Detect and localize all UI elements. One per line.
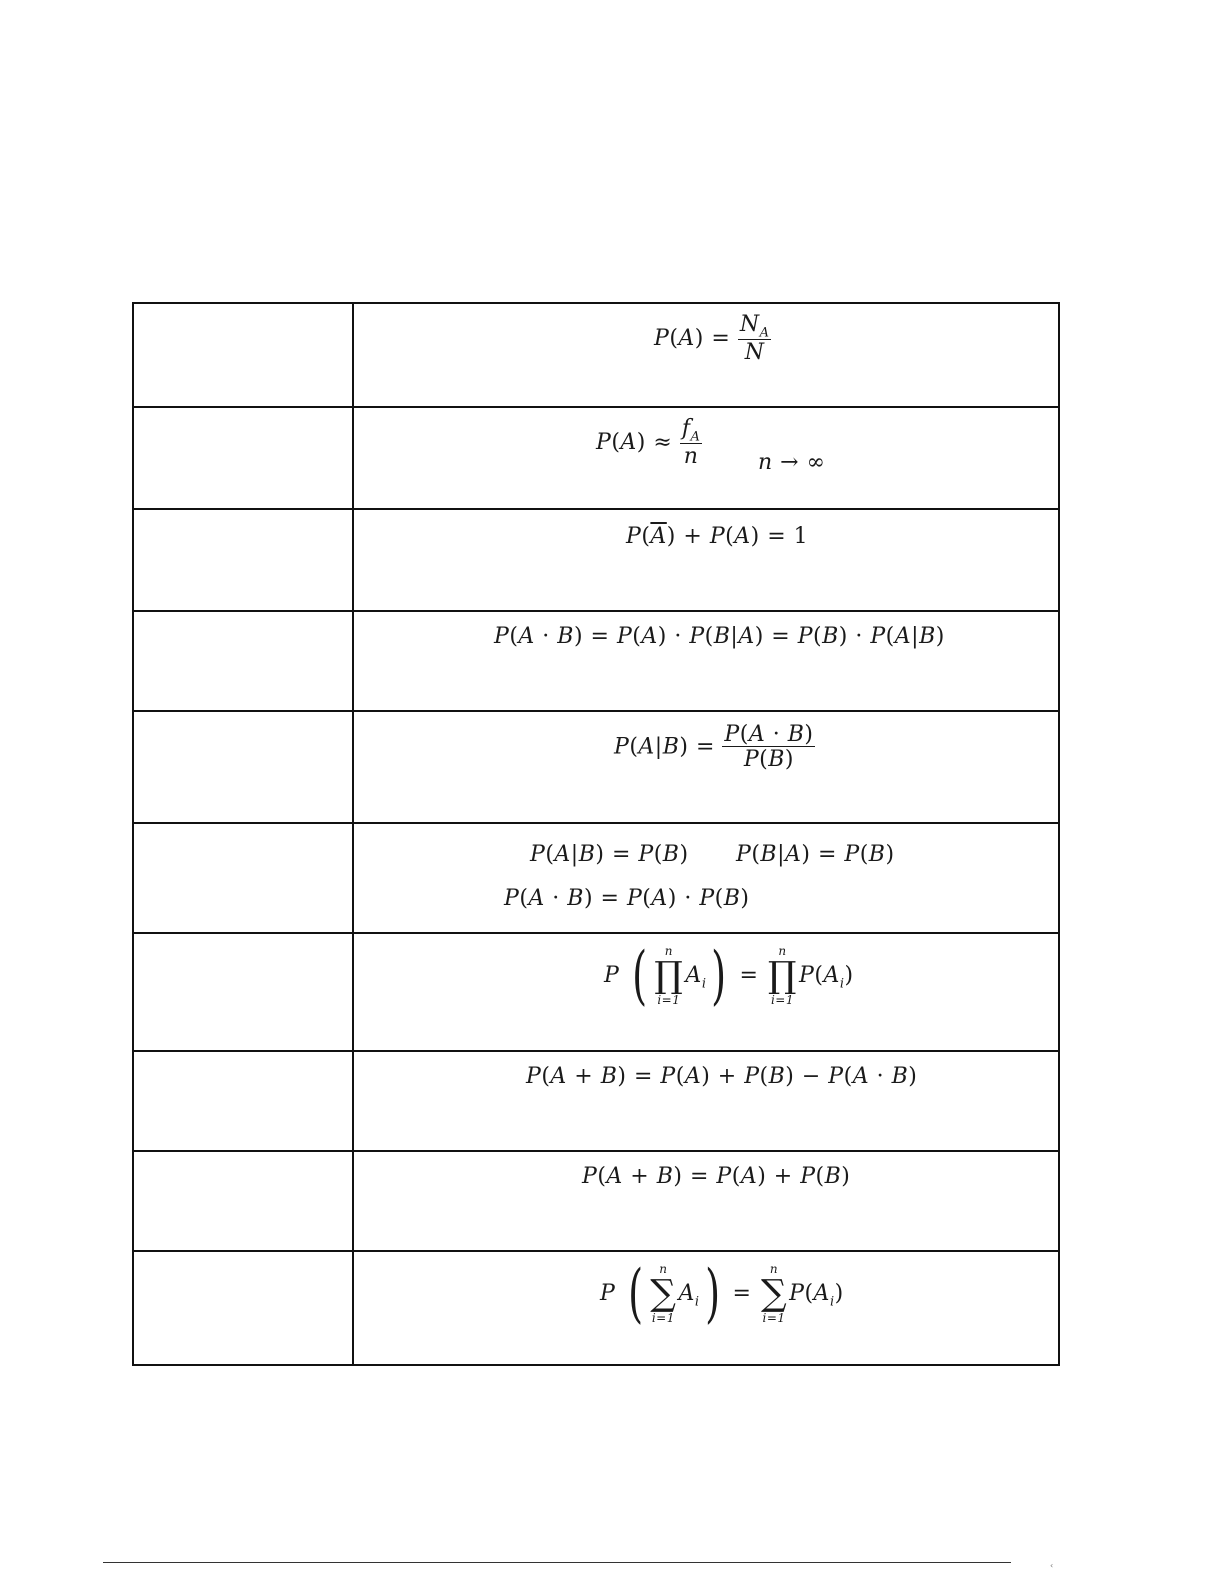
table-row <box>134 822 1058 934</box>
row-label-cell <box>134 712 352 824</box>
table-row <box>134 610 1058 712</box>
row-label-cell <box>134 612 352 712</box>
table-row <box>134 710 1058 824</box>
row-label-cell <box>134 510 352 612</box>
formula-cell <box>354 1052 1058 1152</box>
row-label-cell <box>134 1152 352 1252</box>
table-row <box>134 304 1058 406</box>
formula-cell <box>354 304 1058 406</box>
formula-table <box>132 302 1060 1366</box>
formula-cell <box>354 1152 1058 1252</box>
table-row <box>134 1050 1058 1152</box>
row-label-cell <box>134 408 352 510</box>
conditional-probability-formula: P(A|B) = $\frac{P(A \cdot B)}{P(B)}$ <box>614 722 814 772</box>
product-rule-formula: P ( n ∏ i=1 $A_i$) = n ∏ i=1 $P(A_i)$ <box>604 939 854 1013</box>
formula-cell <box>354 1252 1058 1370</box>
table-row <box>134 1150 1058 1252</box>
statistical-probability-formula: P(A) ≈ $\frac{f_A}{n}$ <box>596 416 701 470</box>
table-row <box>134 508 1058 612</box>
complement-formula: $P(\overline{A}) + P(A) = 1$ <box>626 524 809 549</box>
multiplication-rule-formula: P(A · B) = P(A) · P(B|A) = P(B) · P(A|B) <box>494 624 945 649</box>
formula-cell <box>354 510 1058 612</box>
formula-cell <box>354 824 1058 934</box>
formula-cell <box>354 408 1058 510</box>
formula-cell <box>354 712 1058 824</box>
table-row <box>134 1250 1058 1370</box>
classical-probability-formula: P(A) = $\frac{N_A}{N}$ <box>654 312 770 366</box>
limit-expression: n → ∞ <box>758 450 826 475</box>
formula-cell <box>354 612 1058 712</box>
exclusive-addition-formula: P(A + B) = P(A) + P(B) <box>582 1164 851 1189</box>
addition-rule-formula: P(A + B) = P(A) + P(B) − P(A · B) <box>526 1064 918 1089</box>
row-label-cell <box>134 1052 352 1152</box>
row-label-cell <box>134 1252 352 1370</box>
table-row <box>134 406 1058 510</box>
independence-formula-3: P(A · B) = P(A) · P(B) <box>504 886 750 911</box>
row-label-cell <box>134 304 352 406</box>
footer-rule <box>103 1562 1011 1563</box>
row-label-cell <box>134 824 352 934</box>
row-label-cell <box>134 934 352 1052</box>
table-row <box>134 932 1058 1052</box>
sum-rule-formula: P ( n ∑ i=1 $A_i$) = n ∑ i=1 $P(A_i)$ <box>600 1257 844 1331</box>
footer-mark: ‹ <box>1050 1561 1054 1570</box>
independence-formula-2: P(B|A) = P(B) <box>736 842 895 867</box>
independence-formula-1: P(A|B) = P(B) <box>530 842 689 867</box>
formula-cell <box>354 934 1058 1052</box>
